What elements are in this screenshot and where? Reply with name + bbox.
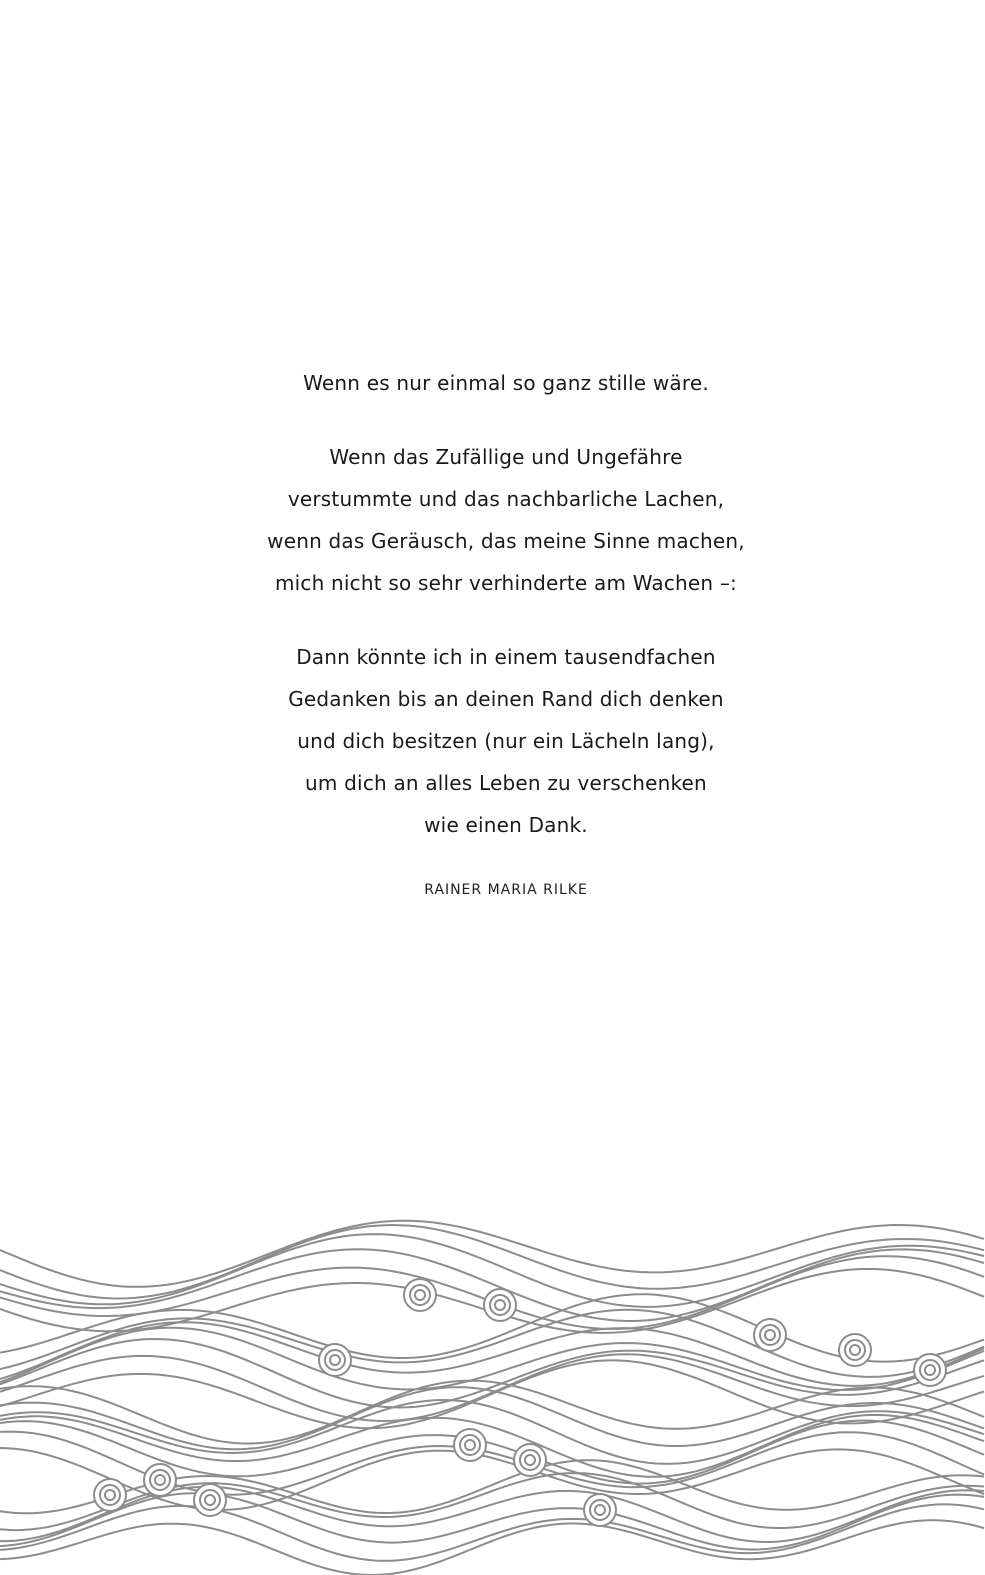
wave-curl xyxy=(205,1495,215,1505)
poem-line: mich nicht so sehr verhinderte am Wachen –: xyxy=(274,571,737,595)
wave-curl xyxy=(415,1290,425,1300)
poem-line: wenn das Geräusch, das meine Sinne machen, xyxy=(267,529,745,553)
poem-line: Wenn das Zufällige und Ungefähre xyxy=(329,445,683,469)
wave-line xyxy=(0,1415,984,1477)
wave-curl xyxy=(765,1330,775,1340)
wave-curl xyxy=(105,1490,115,1500)
wave-curl xyxy=(495,1300,505,1310)
poem-line: Dann könnte ich in einem tausendfachen xyxy=(296,645,716,669)
wave-curl xyxy=(850,1345,860,1355)
wave-curl xyxy=(595,1505,605,1515)
wave-line xyxy=(0,1328,984,1390)
wave-line xyxy=(0,1322,984,1386)
poem-line: und dich besitzen (nur ein Lächeln lang), xyxy=(297,729,715,753)
poem-author: RAINER MARIA RILKE xyxy=(424,882,588,898)
poem-line: verstummte und das nachbarliche Lachen, xyxy=(287,487,725,511)
wave-curl xyxy=(465,1440,475,1450)
poem xyxy=(0,362,985,902)
wave-curl xyxy=(155,1475,165,1485)
poem-line: Wenn es nur einmal so ganz stille wäre. xyxy=(303,371,709,395)
poem-line: um dich an alles Leben zu verschenken xyxy=(305,771,707,795)
wave-curl xyxy=(525,1455,535,1465)
stanza-1 xyxy=(0,362,985,404)
stanza-3 xyxy=(0,636,985,846)
wave-line xyxy=(0,1504,984,1561)
poem-line: Gedanken bis an deinen Rand dich denken xyxy=(288,687,724,711)
wave-illustration xyxy=(0,1210,985,1575)
wave-line xyxy=(0,1221,984,1287)
poem-line: wie einen Dank. xyxy=(424,813,588,837)
wave-curl xyxy=(330,1355,340,1365)
wave-curl xyxy=(925,1365,935,1375)
stanza-2 xyxy=(0,436,985,604)
